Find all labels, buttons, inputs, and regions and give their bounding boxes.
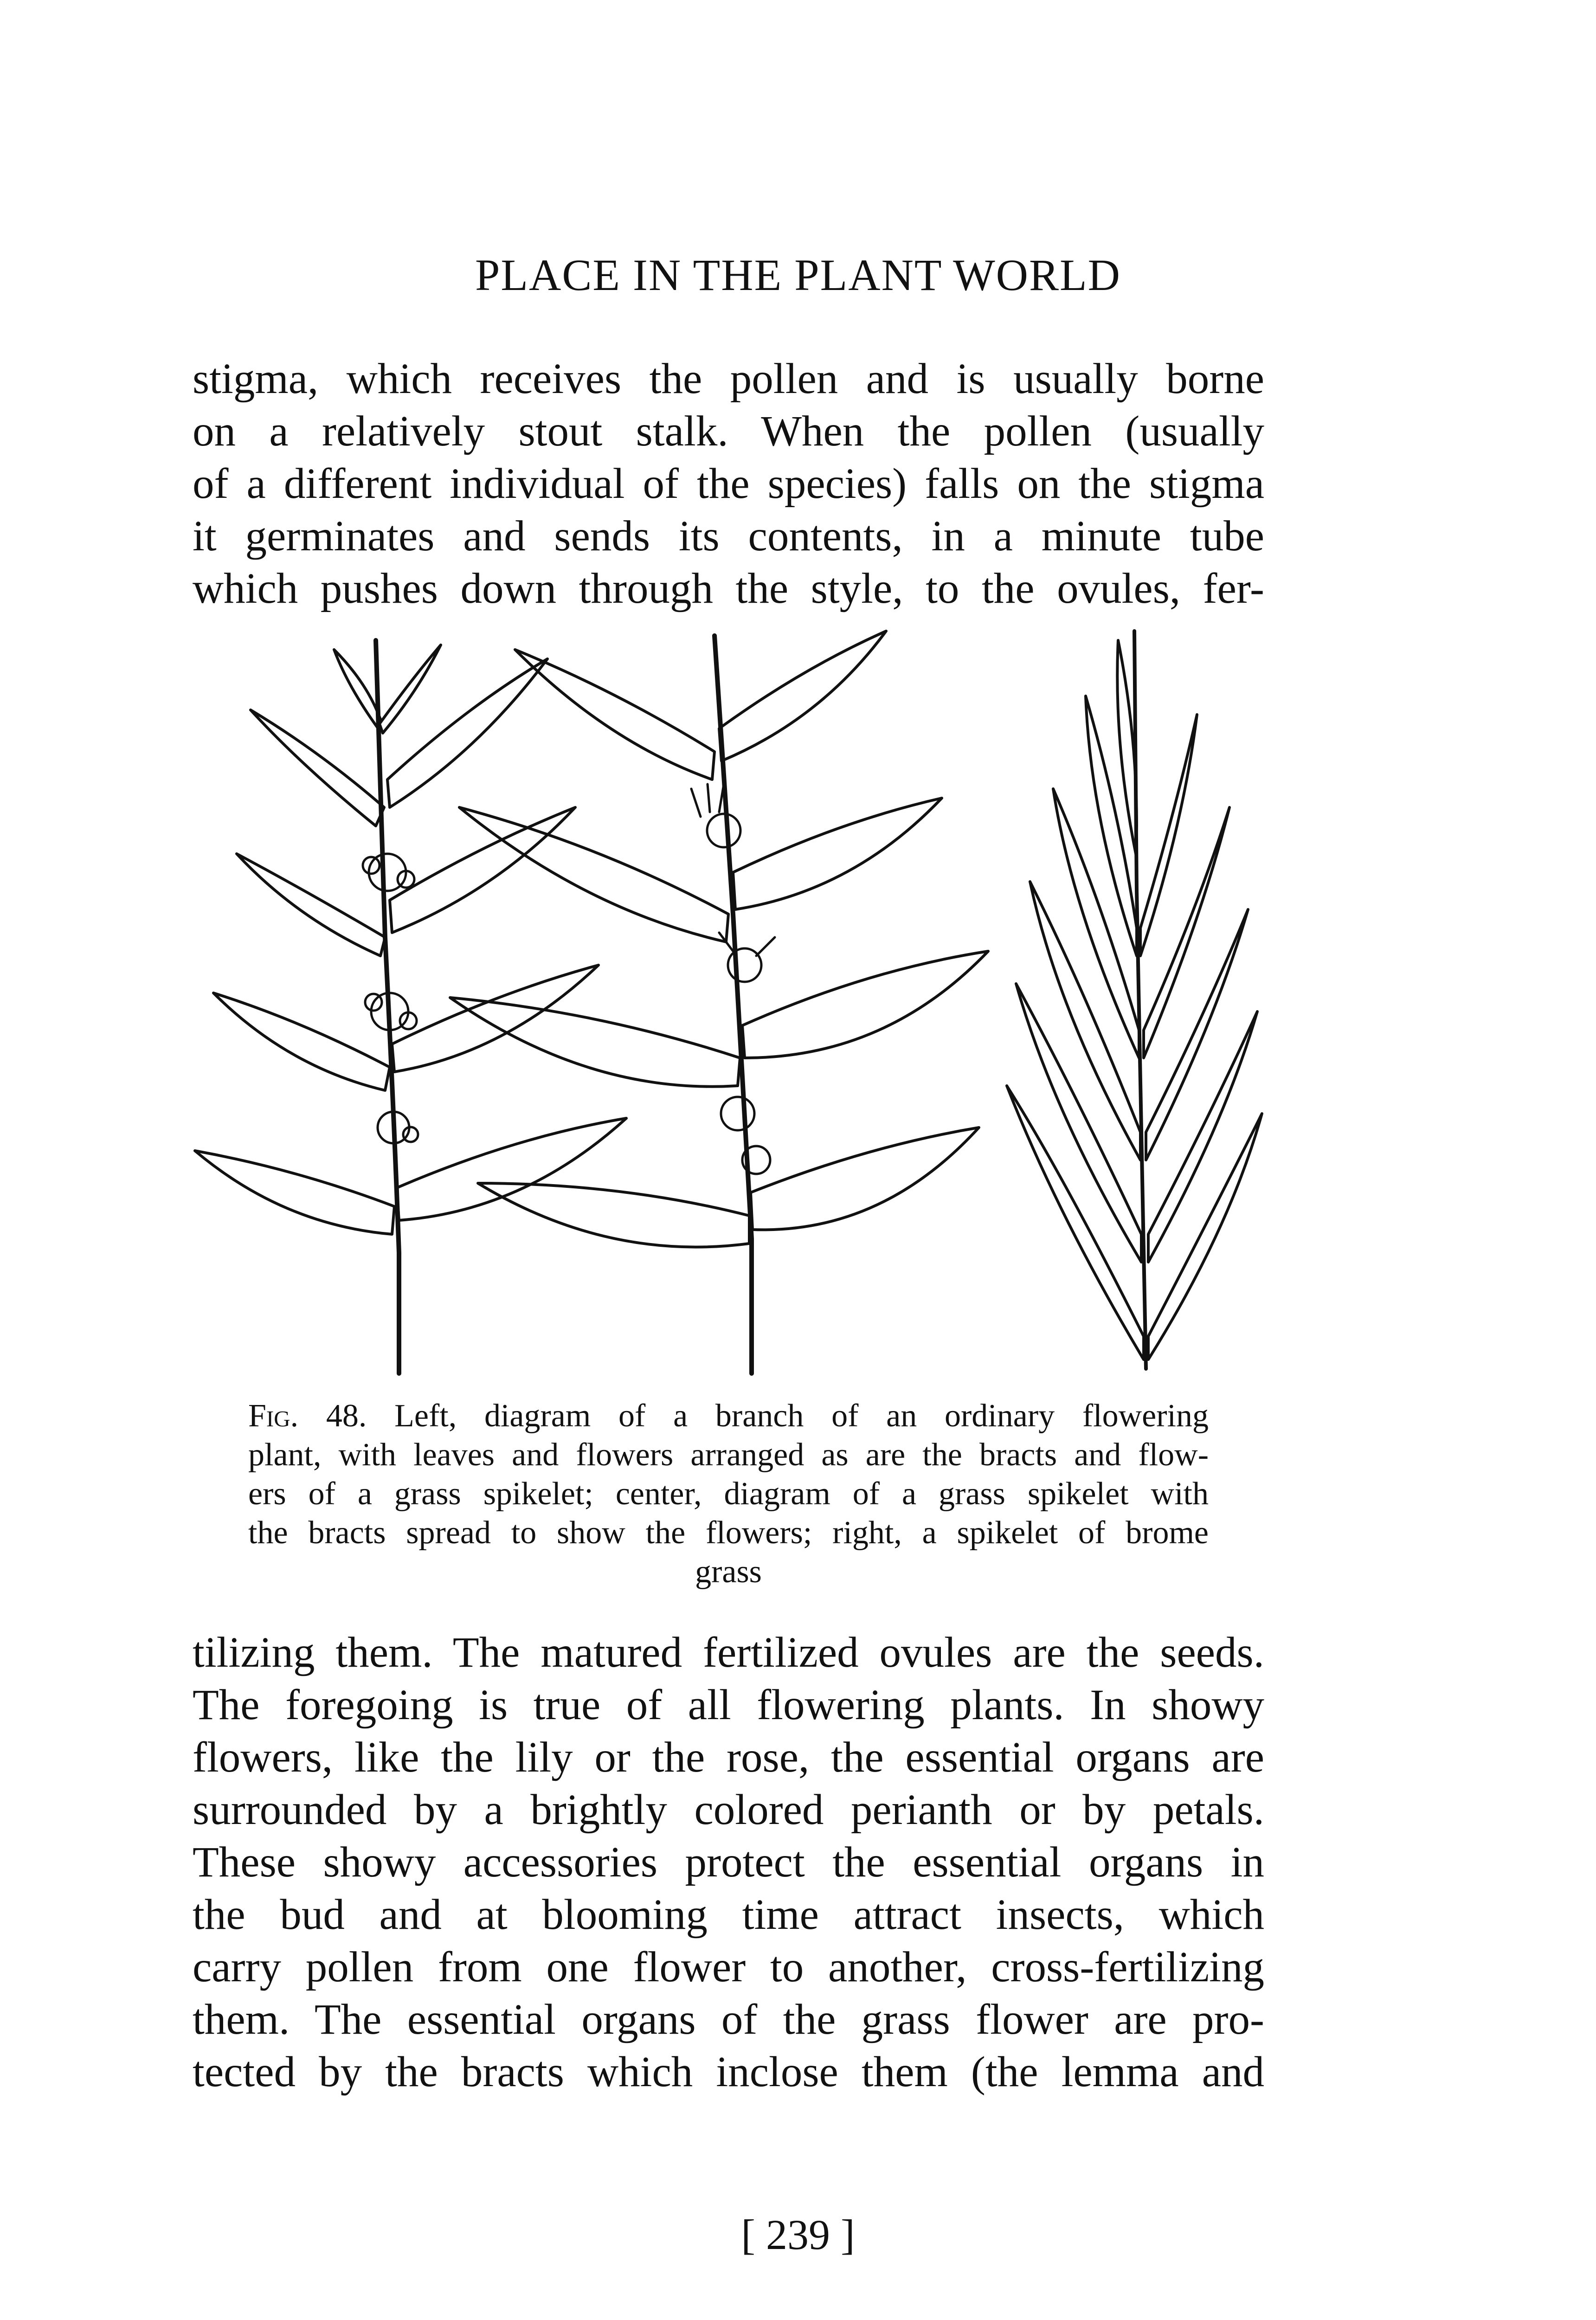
- text-line: of a different individual of the species) falls on the stigma: [193, 460, 1264, 508]
- text-line: on a relatively stout stalk. When the pollen (usually: [193, 407, 1264, 455]
- text-line: stigma, which receives the pollen and is usually borne: [193, 355, 1264, 403]
- caption-line: grass: [695, 1554, 762, 1590]
- text-line: flowers, like the lily or the rose, the essential organs are: [193, 1734, 1264, 1781]
- text-line: These showy accessories protect the essential organs in: [193, 1838, 1264, 1886]
- page-number: [ 239 ]: [741, 2211, 855, 2258]
- text-line: The foregoing is true of all flowering plants. In showy: [193, 1681, 1264, 1729]
- text-line: carry pollen from one flower to another, cross-fertilizing: [193, 1943, 1264, 1991]
- text-line: which pushes down through the style, to the ovules, fer-: [193, 565, 1264, 612]
- spikelet-drawing-center: [450, 631, 988, 1373]
- caption-line: plant, with leaves and flowers arranged as are the bracts and flow-: [248, 1437, 1209, 1473]
- caption-label: Fig. 48.: [248, 1398, 367, 1434]
- paragraph-bottom: [193, 1626, 1264, 2098]
- figure-caption: [248, 1397, 1209, 1592]
- caption-line: the bracts spread to show the flowers; right, a spikelet of brome: [248, 1515, 1209, 1551]
- text-line: the bud and at blooming time attract insects, which: [193, 1891, 1264, 1939]
- caption-text: Left, diagram of a branch of an ordinary flowering: [394, 1398, 1209, 1434]
- caption-line: [248, 1397, 1209, 1436]
- branch-drawing-left: [195, 640, 626, 1373]
- text-line: tilizing them. The matured fertilized ovules are the seeds.: [193, 1629, 1264, 1676]
- text-line: them. The essential organs of the grass flower are pro-: [193, 1996, 1264, 2043]
- text-line: surrounded by a brightly colored perianth or by petals.: [193, 1786, 1264, 1834]
- paragraph-top: [193, 353, 1264, 615]
- text-line: tected by the bracts which inclose them (the lemma and: [193, 2048, 1264, 2096]
- text-line: it germinates and sends its contents, in a minute tube: [193, 512, 1264, 560]
- figure-48-illustration: [181, 612, 1294, 1383]
- running-head: PLACE IN THE PLANT WORLD: [475, 250, 1121, 300]
- spikelet-drawing-right: [1007, 631, 1262, 1369]
- caption-line: ers of a grass spikelet; center, diagram of a grass spikelet with: [248, 1476, 1209, 1512]
